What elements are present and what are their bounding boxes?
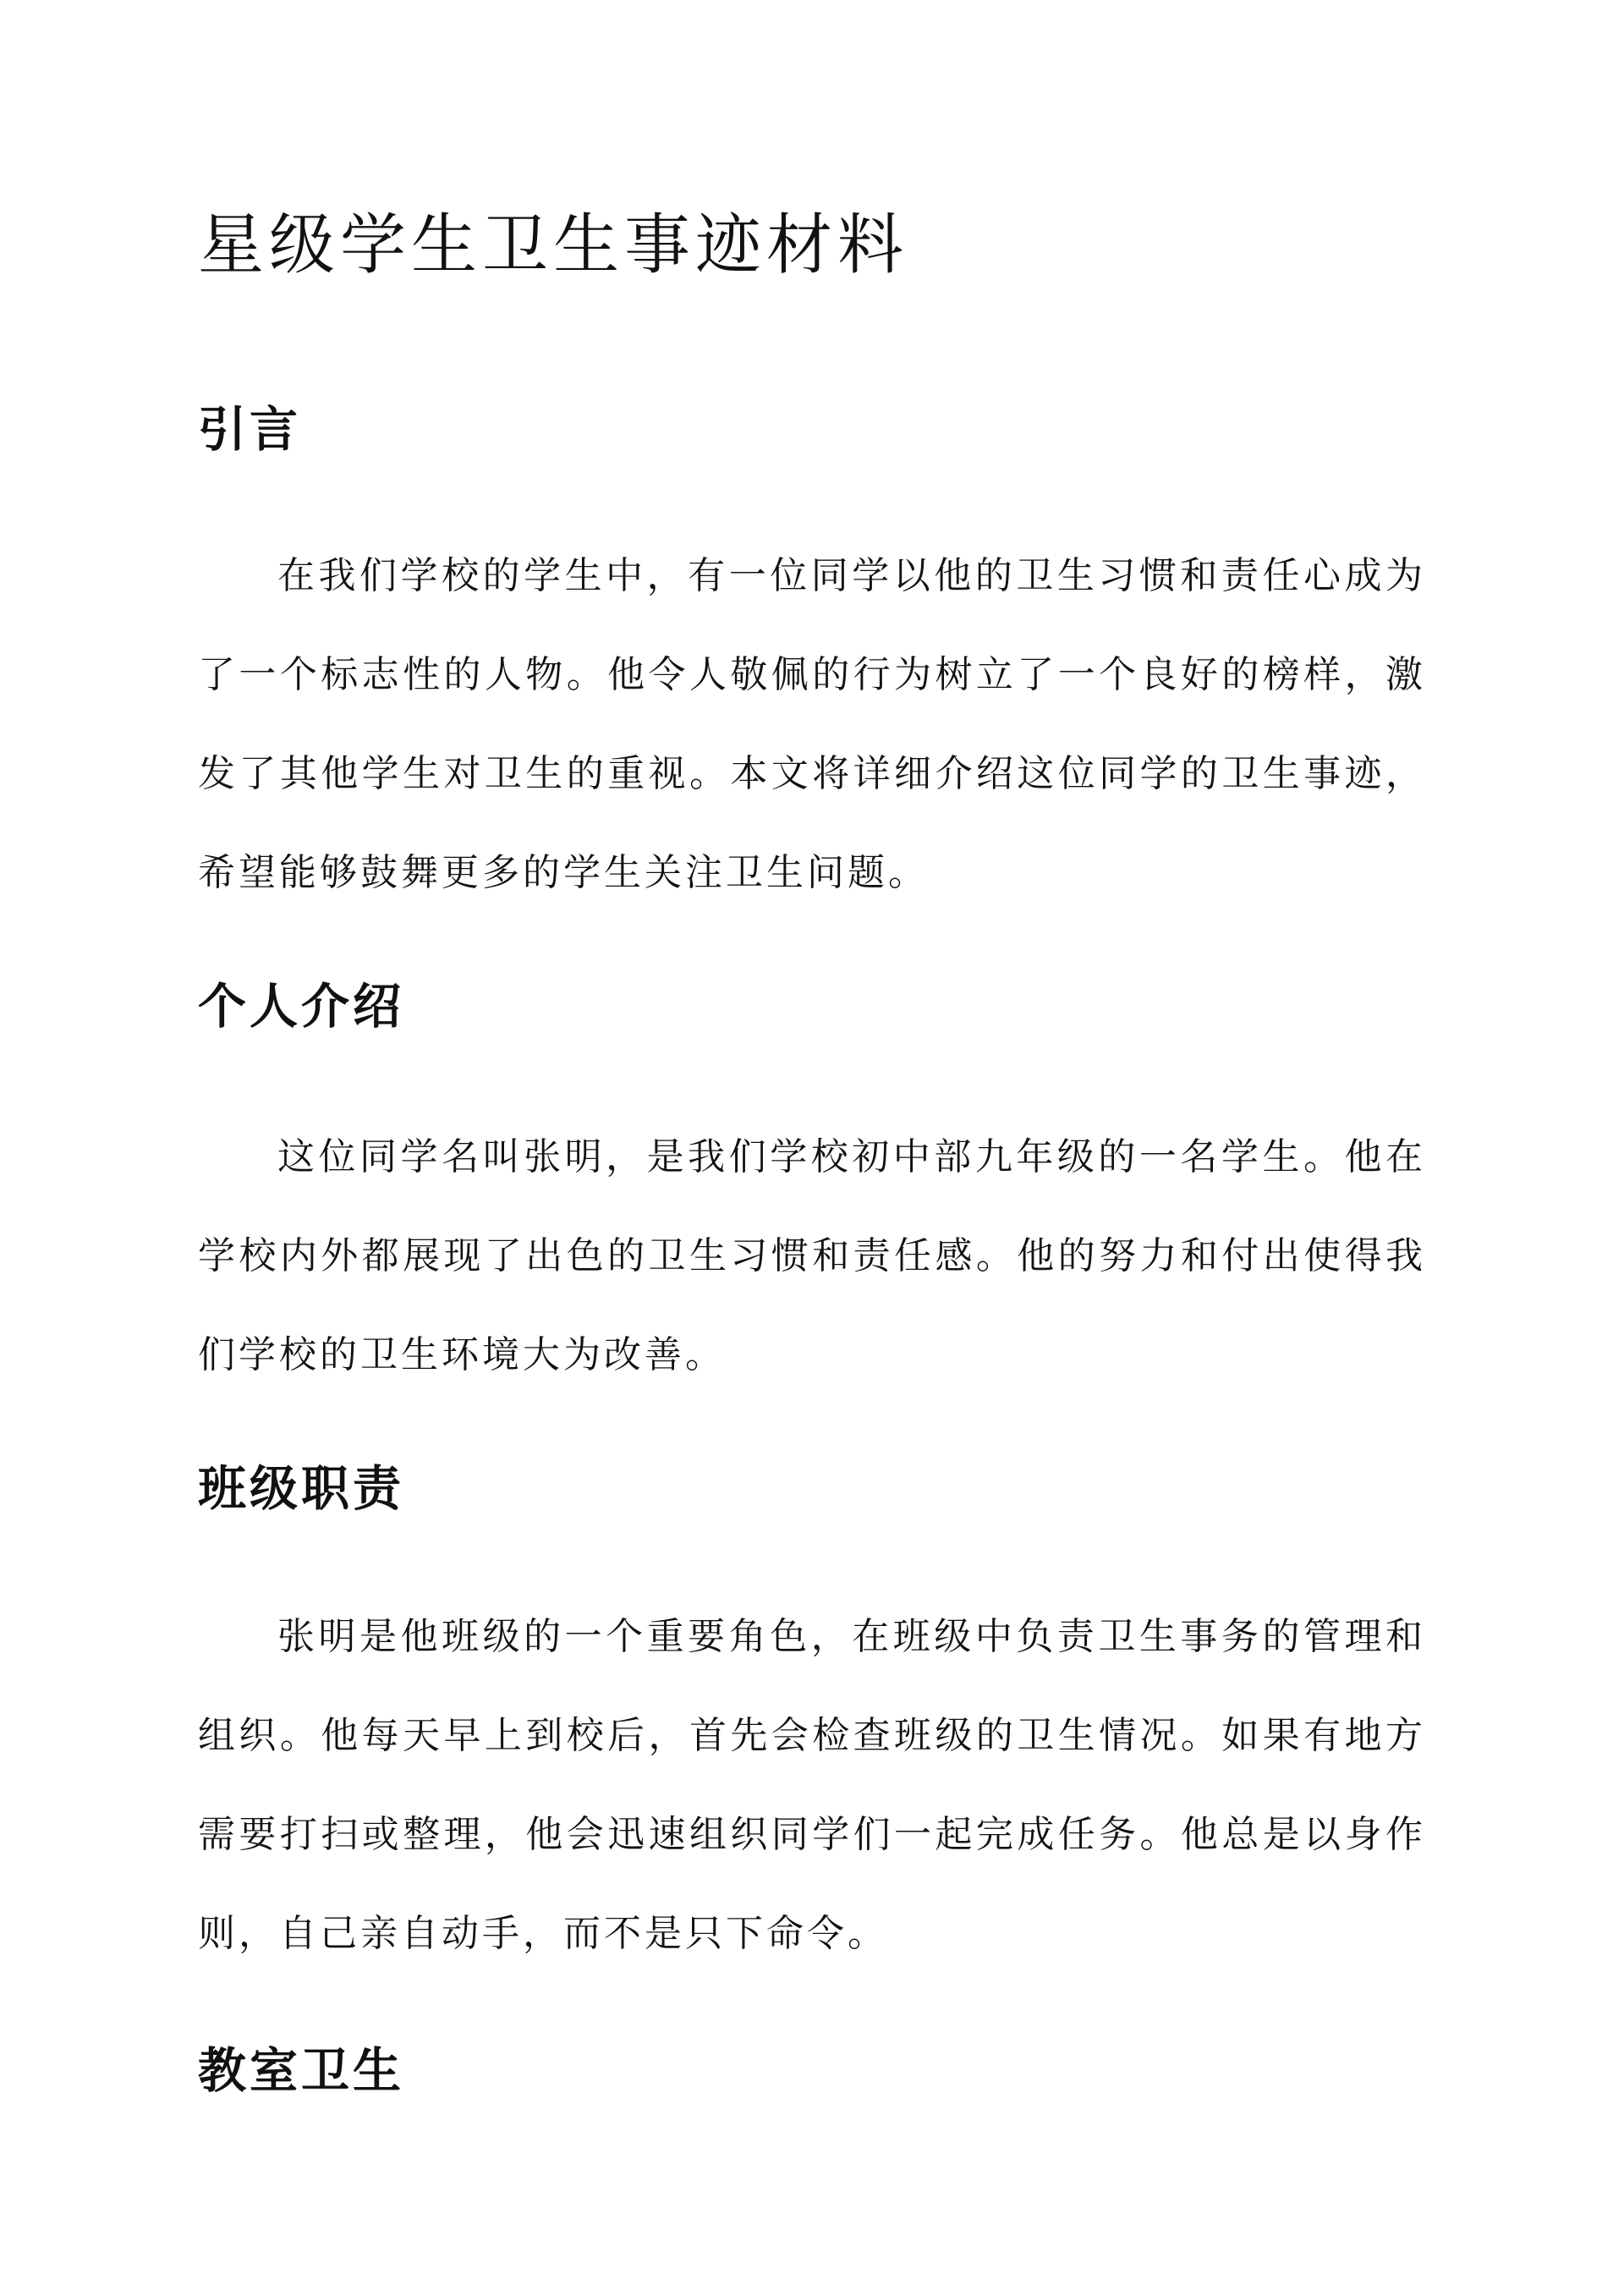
section-paragraph-personal: 这位同学名叫张明，是我们学校初中部九年级的一名学生。他在学校内外都展现了出色的卫生习惯和责任感。他的努力和付出使得我们学校的卫生环境大为改善。 (198, 1135, 1426, 1376)
section-heading-classroom: 教室卫生 (198, 2042, 404, 2099)
section-paragraph-intro: 在我们学校的学生中，有一位同学以他的卫生习惯和责任心成为了一个标志性的人物。他令人敬佩的行为树立了一个良好的榜样，激发了其他学生对卫生的重视。本文将详细介绍这位同学的卫生事迹，希望能够鼓舞更多的学生关注卫生问题。 (198, 554, 1426, 894)
section-heading-intro: 引言 (198, 401, 301, 458)
document-title: 星级学生卫生事迹材料 (198, 207, 909, 283)
section-heading-personal: 个人介绍 (198, 978, 404, 1035)
section-heading-class-duty: 班级职责 (198, 1460, 404, 1517)
section-paragraph-class-duty: 张明是他班级的一个重要角色，在班级中负责卫生事务的管理和组织。他每天早上到校后，首先会检查班级的卫生情况。如果有地方需要打扫或整理，他会迅速组织同学们一起完成任务。他总是以身作则，自己亲自动手，而不是只下命令。 (198, 1615, 1426, 1955)
